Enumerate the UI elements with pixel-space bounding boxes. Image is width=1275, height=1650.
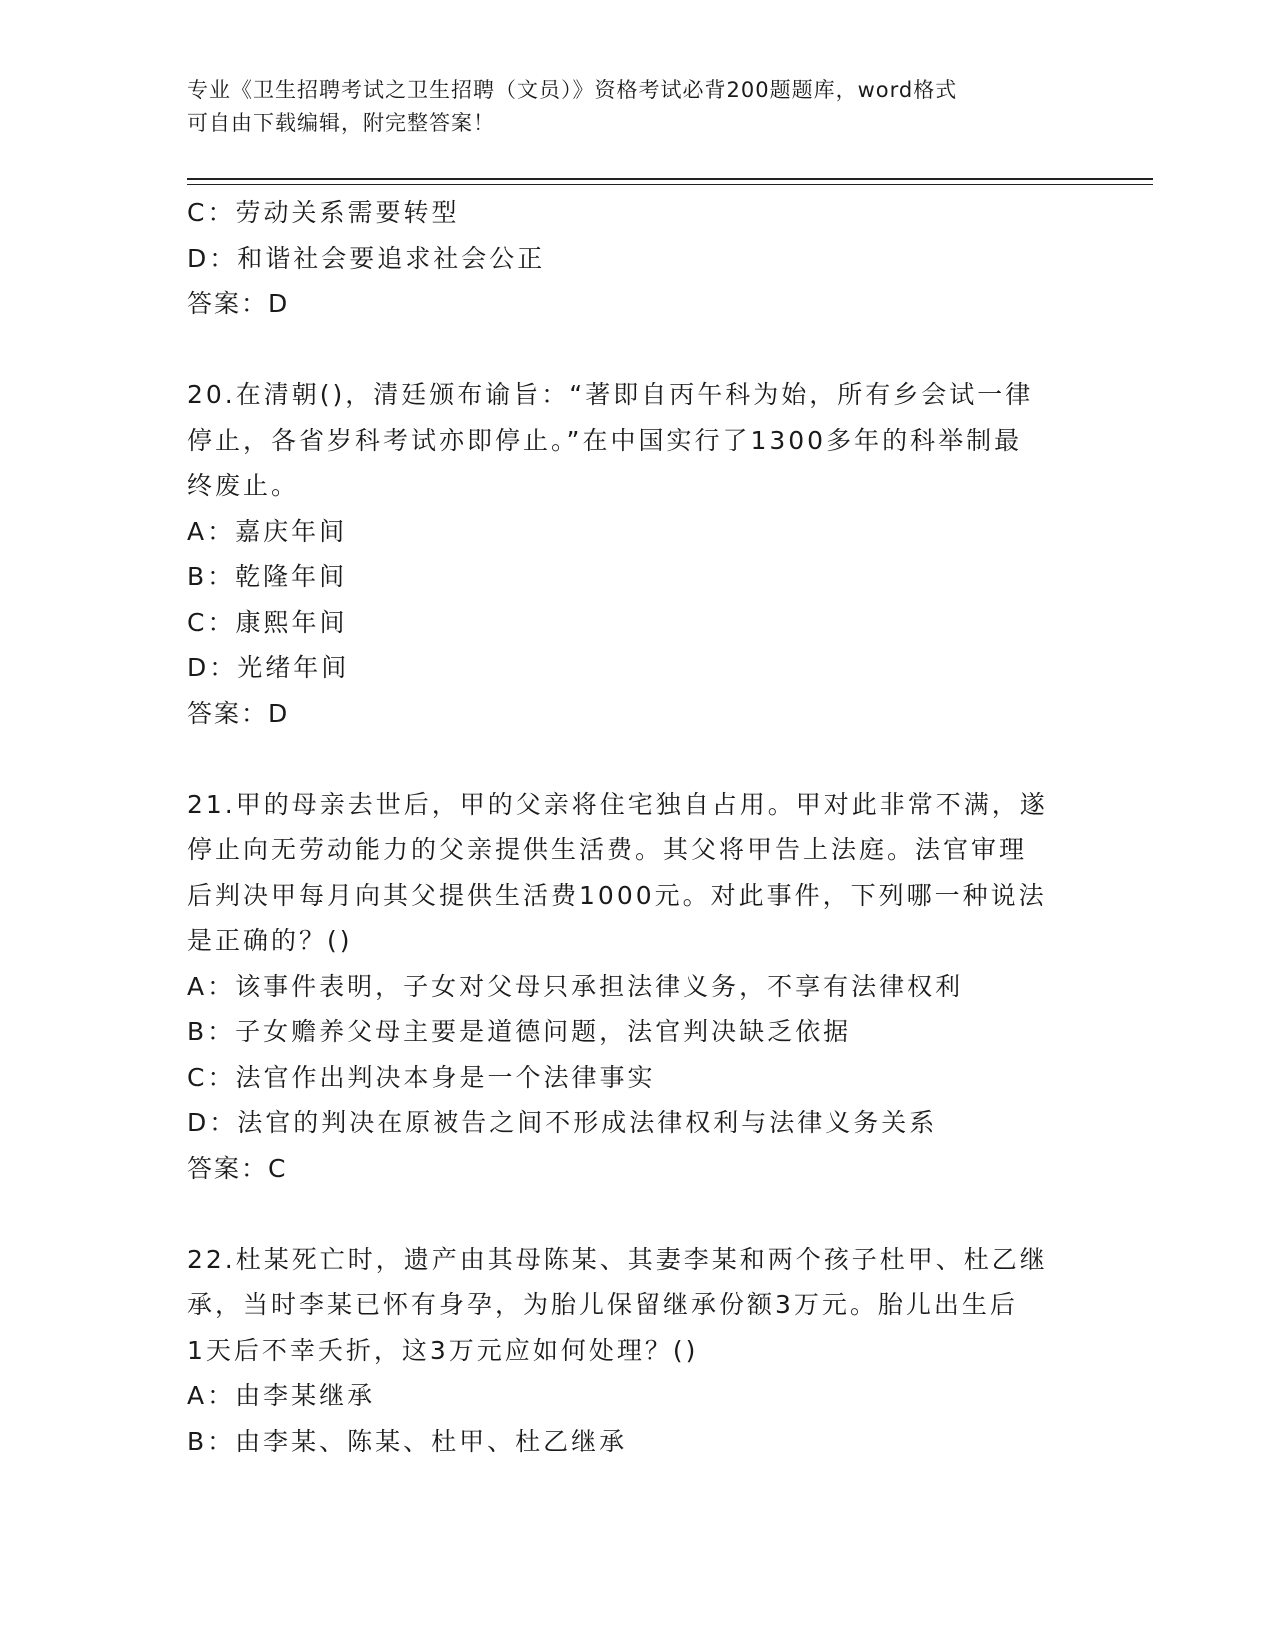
question-text-line: 后判决甲每月向其父提供生活费1000元。对此事件，下列哪一种说法 — [187, 880, 1047, 910]
question-block — [187, 782, 1087, 1192]
question-block — [187, 190, 1087, 327]
header-line-2: 可自由下载编辑，附完整答案！ — [187, 111, 495, 135]
answer-key: 答案：C — [187, 1153, 288, 1183]
document-header — [187, 74, 1067, 140]
answer-option: A：该事件表明，子女对父母只承担法律义务，不享有法律权利 — [187, 971, 964, 1001]
answer-option: D：光绪年间 — [187, 653, 350, 682]
question-text-line: 承，当时李某已怀有身孕，为胎儿保留继承份额3万元。胎儿出生后 — [187, 1290, 1018, 1319]
header-line-1: 专业《卫生招聘考试之卫生招聘（文员）》资格考试必背200题题库，word格式 — [187, 78, 958, 102]
answer-key: 答案：D — [187, 698, 290, 728]
answer-option: D：法官的判决在原被告之间不形成法律权利与法律义务关系 — [187, 1108, 938, 1137]
header-divider-thin — [187, 184, 1153, 185]
answer-option: A：由李某继承 — [187, 1381, 376, 1410]
block-spacer — [187, 736, 1087, 782]
answer-option: C：劳动关系需要转型 — [187, 198, 460, 227]
question-text-line: 是正确的？() — [187, 926, 353, 955]
question-text-line: 21.甲的母亲去世后，甲的父亲将住宅独自占用。甲对此非常不满，遂 — [187, 789, 1048, 819]
answer-option: D：和谐社会要追求社会公正 — [187, 243, 546, 273]
answer-option: C：法官作出判决本身是一个法律事实 — [187, 1062, 656, 1092]
answer-option: C：康熙年间 — [187, 607, 348, 637]
header-divider-thick — [187, 178, 1153, 180]
answer-option: B：子女赡养父母主要是道德问题，法官判决缺乏依据 — [187, 1017, 852, 1046]
block-spacer — [187, 1191, 1087, 1237]
question-text-line: 1天后不幸夭折，这3万元应如何处理？() — [187, 1335, 699, 1365]
question-text-line: 终废止。 — [187, 471, 300, 500]
answer-key: 答案：D — [187, 289, 290, 318]
question-block — [187, 372, 1087, 736]
answer-option: B：乾隆年间 — [187, 562, 348, 591]
question-block — [187, 1237, 1087, 1465]
answer-option: A：嘉庆年间 — [187, 516, 348, 546]
answer-option: B：由李某、陈某、杜甲、杜乙继承 — [187, 1426, 628, 1456]
question-text-line: 停止向无劳动能力的父亲提供生活费。其父将甲告上法庭。法官审理 — [187, 835, 1028, 864]
block-spacer — [187, 327, 1087, 373]
question-text-line: 20.在清朝()，清廷颁布谕旨：“著即自丙午科为始，所有乡会试一律 — [187, 380, 1034, 409]
question-text-line: 停止，各省岁科考试亦即停止。”在中国实行了1300多年的科举制最 — [187, 425, 1023, 455]
question-list — [187, 190, 1087, 1464]
question-text-line: 22.杜某死亡时，遗产由其母陈某、其妻李某和两个孩子杜甲、杜乙继 — [187, 1244, 1048, 1274]
